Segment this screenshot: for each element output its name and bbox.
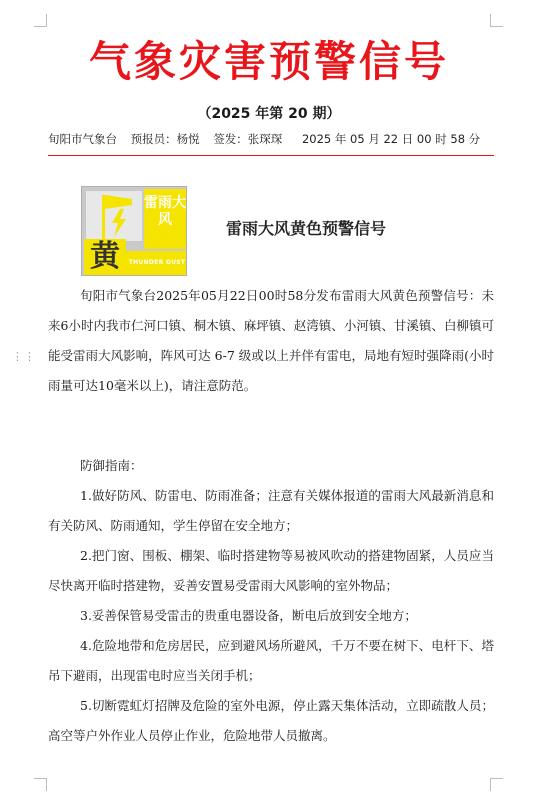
crop-mark-bottom-left [34, 778, 47, 791]
guide-item: 1.做好防风、防雷电、防雨准备；注意有关媒体报道的雷雨大风最新消息和有关防风、防雨通知，学生停留在安全地方； [48, 488, 494, 533]
warning-subtitle: 雷雨大风黄色预警信号 [226, 219, 387, 238]
crop-mark-bottom-right [490, 778, 503, 791]
meta-time: 2025 年 05 月 22 日 00 时 58 分 [301, 132, 481, 146]
defense-guide [48, 451, 494, 751]
crop-mark-top-left [34, 14, 47, 27]
drag-handle-icon[interactable]: ⋮⋮ [12, 350, 36, 363]
guide-item: 3.妥善保管易受雷击的贵重电器设备，断电后放到安全地方； [80, 608, 417, 623]
thunder-gust-warning-icon [81, 186, 187, 276]
warning-type-label: 雷雨大风 [144, 189, 186, 249]
flag-lightning-icon [86, 191, 142, 241]
meta-line [48, 131, 494, 147]
warning-english-label: THUNDER GUST [126, 251, 187, 275]
guide-item: 4.危险地带和危房居民，应到避风场所避风，千万不要在树下、电杆下、塔吊下避雨，出现雷电时应当关闭手机； [48, 638, 494, 683]
issue-number: （2025 年第 20 期） [197, 106, 341, 122]
crop-mark-top-right [490, 14, 503, 27]
header-divider [48, 155, 494, 156]
guide-title: 防御指南： [80, 458, 143, 473]
intro-text: 旬阳市气象台2025年05月22日00时58分发布雷雨大风黄色预警信号：未来6小时内我市仁河口镇、桐木镇、麻坪镇、赵湾镇、小河镇、甘溪镇、白柳镇可能受雷雨大风影响，阵风可达 6-7 级或以上并伴有雷电，局地有短时强降雨(小时雨量可达10毫米以上)，请注意防范。 [48, 288, 494, 393]
guide-item: 5.切断霓虹灯招牌及危险的室外电源，停止露天集体活动，立即疏散人员；高空等户外作业人员停止作业，危险地带人员撤离。 [48, 698, 494, 743]
meta-signer: 签发：张琛琛 [213, 132, 283, 146]
flag-icon-area [86, 191, 142, 241]
meta-agency: 旬阳市气象台 [48, 132, 117, 146]
warning-level-label: 黄 [84, 239, 126, 275]
meta-forecaster: 预报员：杨悦 [130, 132, 200, 146]
guide-item: 2.把门窗、围板、棚架、临时搭建物等易被风吹动的搭建物固紧，人员应当尽快离开临时搭建物，妥善安置易受雷雨大风影响的室外物品； [48, 548, 494, 593]
document-title: 气象灾害预警信号 [88, 37, 449, 86]
intro-paragraph [48, 281, 494, 401]
